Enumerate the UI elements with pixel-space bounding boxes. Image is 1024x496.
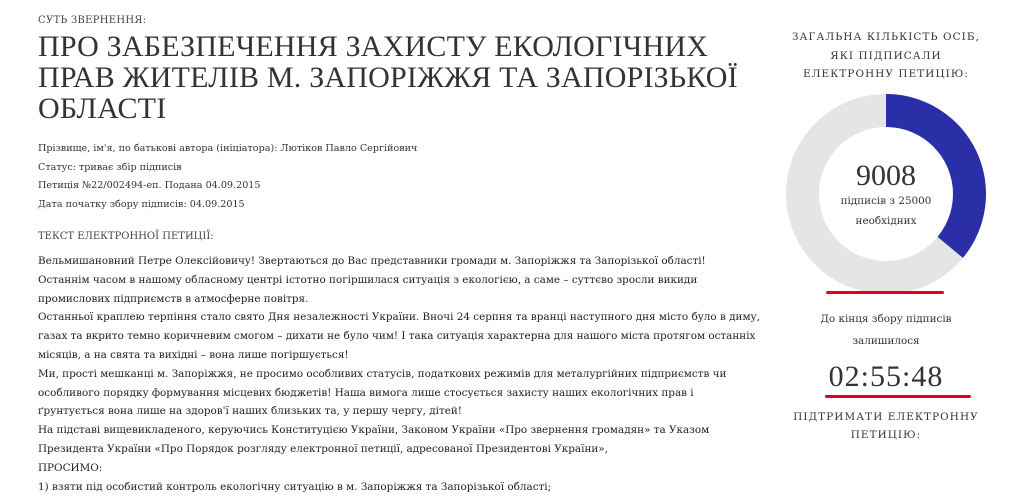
petition-main (38, 14, 758, 496)
remaining-label: До кінця збору підписів залишилося (820, 312, 952, 347)
petition-text-line: ґрунтується вона лише на здоров'ї наших близьких та, у першу чергу, дітей! (38, 405, 462, 418)
petition-title: ПРО ЗАБЕЗПЕЧЕННЯ ЗАХИСТУ ЕКОЛОГІЧНИХ ПРАВ ЖИТЕЛІВ М. ЗАПОРІЖЖЯ ТА ЗАПОРІЗЬКОЇ ОБЛАСТІ (38, 30, 738, 125)
signed-underline (826, 291, 944, 294)
petition-text-line: Останнім часом в нашому обласному центрі істотно погіршилася ситуація з екологією, а саме – суттєво зросли викиди (38, 273, 698, 286)
petition-text-line: Вельмишановний Петре Олексійовичу! Звертаються до Вас представники громади м. Запоріжжя та Запорізької області! (38, 255, 706, 267)
subject-label: СУТЬ ЗВЕРНЕННЯ: (38, 15, 147, 26)
signed-subtext: підписів з 25000 необхідних (840, 194, 932, 227)
petition-text-line: місяців, а на свята та вихідні – вона лише погіршується! (38, 348, 349, 361)
petition-text-line: Президента України «Про Порядок розгляду електронної петиції, адресованої Президентові України», (38, 442, 608, 455)
signatures-sidebar (786, 28, 986, 444)
author-line: Прізвище, ім'я, по батькові автора (ініціатора): Лютіков Павло Сергійович (38, 143, 418, 154)
countdown-value: 02:55:48 (828, 359, 944, 393)
start-date-line: Дата початку збору підписів: 04.09.2015 (38, 198, 245, 210)
petition-meta (38, 140, 758, 214)
petition-text-line: 1) взяти під особистий контроль екологічну ситуацію в м. Запоріжжя та Запорізької області; (38, 480, 552, 493)
petition-text-line: промислових підприємств в атмосферне повітря. (38, 292, 309, 305)
support-petition-heading[interactable]: ПІДТРИМАТИ ЕЛЕКТРОННУ ПЕТИЦІЮ: (793, 410, 979, 441)
petition-text-line: газах та вкрито темно коричневим смогом – дихати не було чим! І така ситуація характерна для нашого міста протягом останніх (38, 330, 756, 343)
signed-count: 9008 (856, 158, 916, 192)
petition-number-line: Петиція №22/002494-еп. Подана 04.09.2015 (38, 180, 261, 191)
petition-text-line: особливого порядку формування місцевих бюджетів! Наша вимога лише стосується захисту наших екологічних прав і (38, 386, 694, 399)
petition-text-line: Останньої краплею терпіння стало свято Дня незалежності України. Вночі 24 серпня та вранці наступного дня місто було в диму, (38, 311, 760, 324)
signatures-heading: ЗАГАЛЬНА КІЛЬКІСТЬ ОСІБ, ЯКІ ПІДПИСАЛИ ЕЛЕКТРОННУ ПЕТИЦІЮ: (791, 31, 981, 80)
petition-text-line: На підставі вищевикладеного, керуючись Конституцією України, Законом України «Про звернення громадян» та Указом (38, 424, 710, 437)
countdown-timer (829, 360, 944, 394)
petition-text-line: ПРОСИМО: (38, 461, 103, 474)
countdown-underline (825, 395, 971, 398)
petition-text (38, 252, 758, 496)
gauge-text (786, 94, 986, 294)
signatures-gauge (786, 94, 986, 294)
petition-text-line: Ми, прості мешканці м. Запоріжжя, не просимо особливих статусів, податкових режимів для металургійних підприємств чи (38, 367, 727, 380)
status-line: Статус: триває збір підписів (38, 161, 182, 173)
petition-text-label: ТЕКСТ ЕЛЕКТРОННОЇ ПЕТИЦІЇ: (38, 231, 214, 242)
